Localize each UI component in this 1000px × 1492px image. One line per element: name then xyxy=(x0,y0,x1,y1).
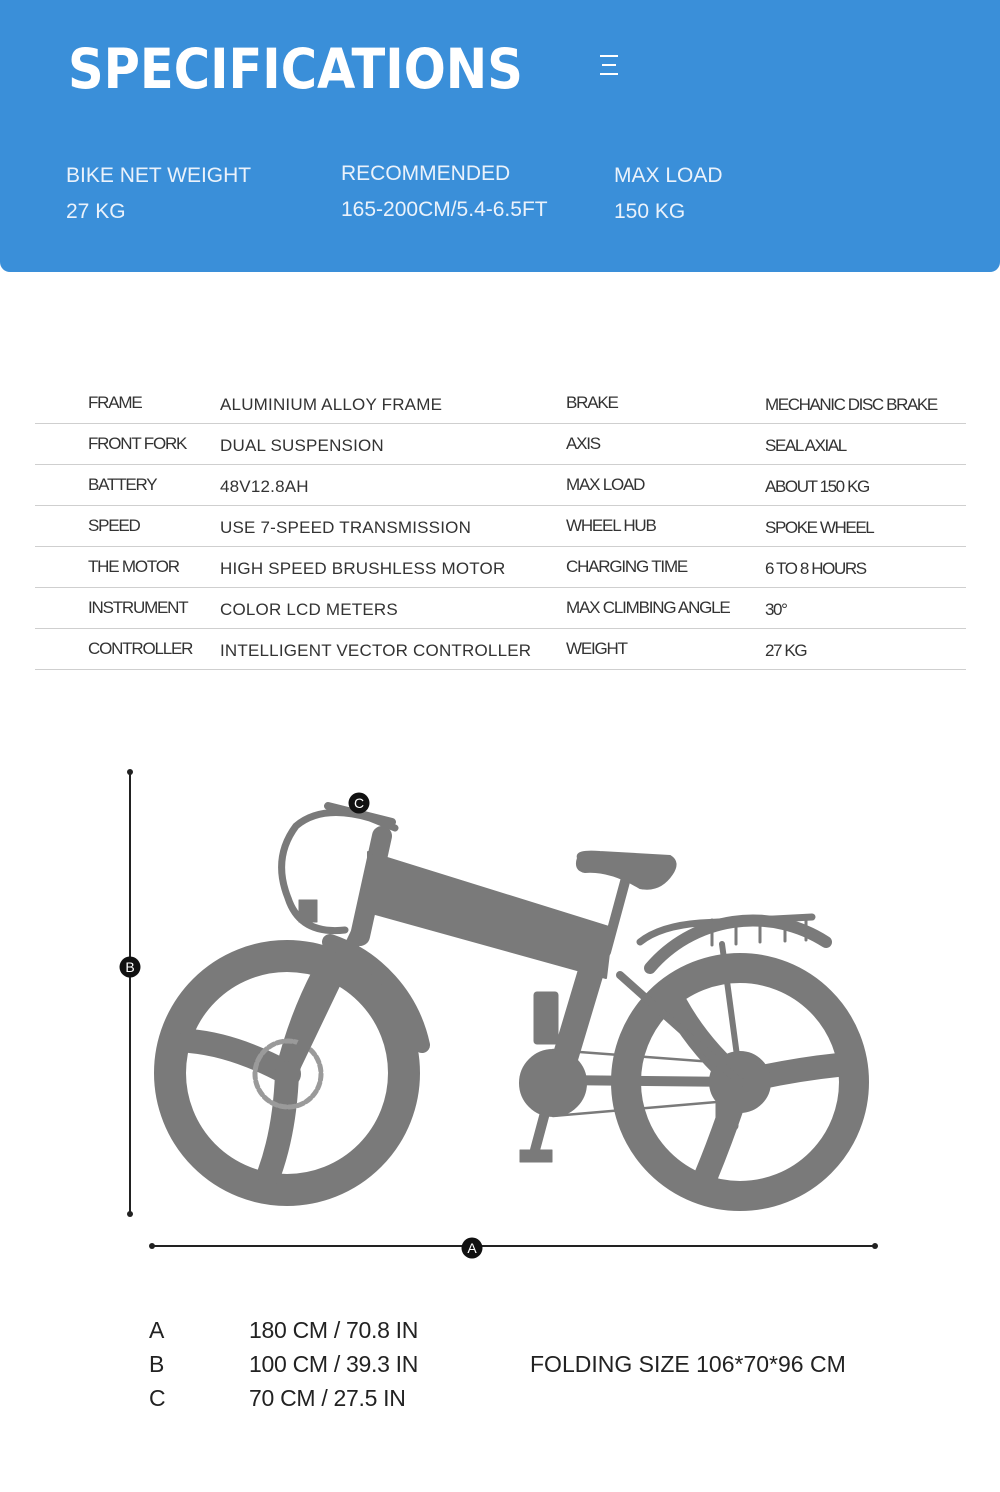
dimension-value: 70 CM / 27.5 IN xyxy=(249,1385,406,1411)
folding-size: FOLDING SIZE 106*70*96 CM xyxy=(530,1351,846,1377)
main-frame-tube xyxy=(368,852,612,978)
marker-b-label: B xyxy=(125,959,135,975)
stat-label: BIKE NET WEIGHT xyxy=(66,164,252,187)
stat-value: 150 KG xyxy=(614,200,686,223)
spec-label: WHEEL HUB xyxy=(566,516,656,535)
list-item xyxy=(0,1347,1000,1381)
table-row xyxy=(35,424,966,465)
table-row xyxy=(35,383,966,424)
table-row xyxy=(35,588,966,629)
spec-table xyxy=(35,383,966,670)
spec-label: CHARGING TIME xyxy=(566,557,688,576)
spec-label: INSTRUMENT xyxy=(88,598,188,617)
dimension-c xyxy=(349,793,370,814)
spec-label: MAX CLIMBING ANGLE xyxy=(566,598,730,617)
spec-value: INTELLIGENT VECTOR CONTROLLER xyxy=(220,641,532,660)
list-item xyxy=(0,1313,1000,1347)
specifications-header xyxy=(0,0,1000,272)
spec-value: MECHANIC DISC BRAKE xyxy=(765,395,937,414)
spec-value: 30° xyxy=(765,600,787,619)
dimension-value: 100 CM / 39.3 IN xyxy=(249,1351,419,1377)
rear-derailleur xyxy=(716,1100,738,1130)
dimension-value: 180 CM / 70.8 IN xyxy=(249,1317,419,1343)
menu-icon[interactable] xyxy=(600,53,618,77)
spec-label: SPEED xyxy=(88,516,140,535)
bike-dimension-diagram xyxy=(0,740,1000,1280)
stat-bike-net-weight xyxy=(66,161,251,227)
dimension-endpoint xyxy=(127,1211,133,1217)
stat-label: MAX LOAD xyxy=(614,164,723,187)
stat-recommended xyxy=(341,159,548,225)
list-item xyxy=(0,1381,1000,1415)
table-row xyxy=(35,629,966,670)
dimension-endpoint xyxy=(872,1243,878,1249)
spec-value: DUAL SUSPENSION xyxy=(220,436,384,455)
dimension-key: C xyxy=(149,1385,166,1411)
pedal xyxy=(520,1150,552,1162)
dimension-endpoint xyxy=(127,769,133,775)
spec-value: ALUMINIUM ALLOY FRAME xyxy=(220,395,443,414)
battery-pack xyxy=(534,992,558,1044)
dimension-key: B xyxy=(149,1351,165,1377)
bike-silhouette xyxy=(170,806,854,1196)
spec-label: WEIGHT xyxy=(566,639,627,658)
seat-post xyxy=(606,878,626,952)
dimension-b xyxy=(120,769,141,1217)
stat-value: 165-200CM/5.4-6.5FT xyxy=(341,198,548,221)
dimension-a xyxy=(149,1238,878,1259)
spec-value: SEAL AXIAL xyxy=(765,436,846,455)
dimension-endpoint xyxy=(149,1243,155,1249)
spec-label: AXIS xyxy=(566,434,600,453)
table-row xyxy=(35,506,966,547)
spec-value: HIGH SPEED BRUSHLESS MOTOR xyxy=(220,559,506,578)
stat-value: 27 KG xyxy=(66,200,126,223)
spec-label: BRAKE xyxy=(566,393,618,412)
table-row xyxy=(35,547,966,588)
stat-max-load xyxy=(614,161,723,227)
spec-value: USE 7-SPEED TRANSMISSION xyxy=(220,518,472,537)
spec-value: COLOR LCD METERS xyxy=(220,600,398,619)
spec-value: 6 TO 8 HOURS xyxy=(765,559,866,578)
spec-value: SPOKE WHEEL xyxy=(765,518,874,537)
spec-label: CONTROLLER xyxy=(88,639,193,658)
marker-c-label: C xyxy=(353,795,365,811)
spec-value: 48V12.8AH xyxy=(220,477,309,496)
spec-label: FRONT FORK xyxy=(88,434,187,453)
spec-label: THE MOTOR xyxy=(88,557,179,576)
spec-value: 27 KG xyxy=(765,641,807,660)
dimension-key: A xyxy=(149,1317,165,1343)
table-row xyxy=(35,465,966,506)
dimensions-legend xyxy=(0,1313,1000,1415)
front-wheel-spoke xyxy=(269,1073,287,1174)
headlight xyxy=(299,900,317,922)
spec-value: ABOUT 150 KG xyxy=(765,477,869,496)
marker-a-label: A xyxy=(467,1240,477,1256)
spec-label: BATTERY xyxy=(88,475,157,494)
stat-label: RECOMMENDED xyxy=(341,162,511,185)
page-title: SPECIFICATIONS xyxy=(68,37,523,101)
spec-label: FRAME xyxy=(88,393,142,412)
spec-label: MAX LOAD xyxy=(566,475,645,494)
